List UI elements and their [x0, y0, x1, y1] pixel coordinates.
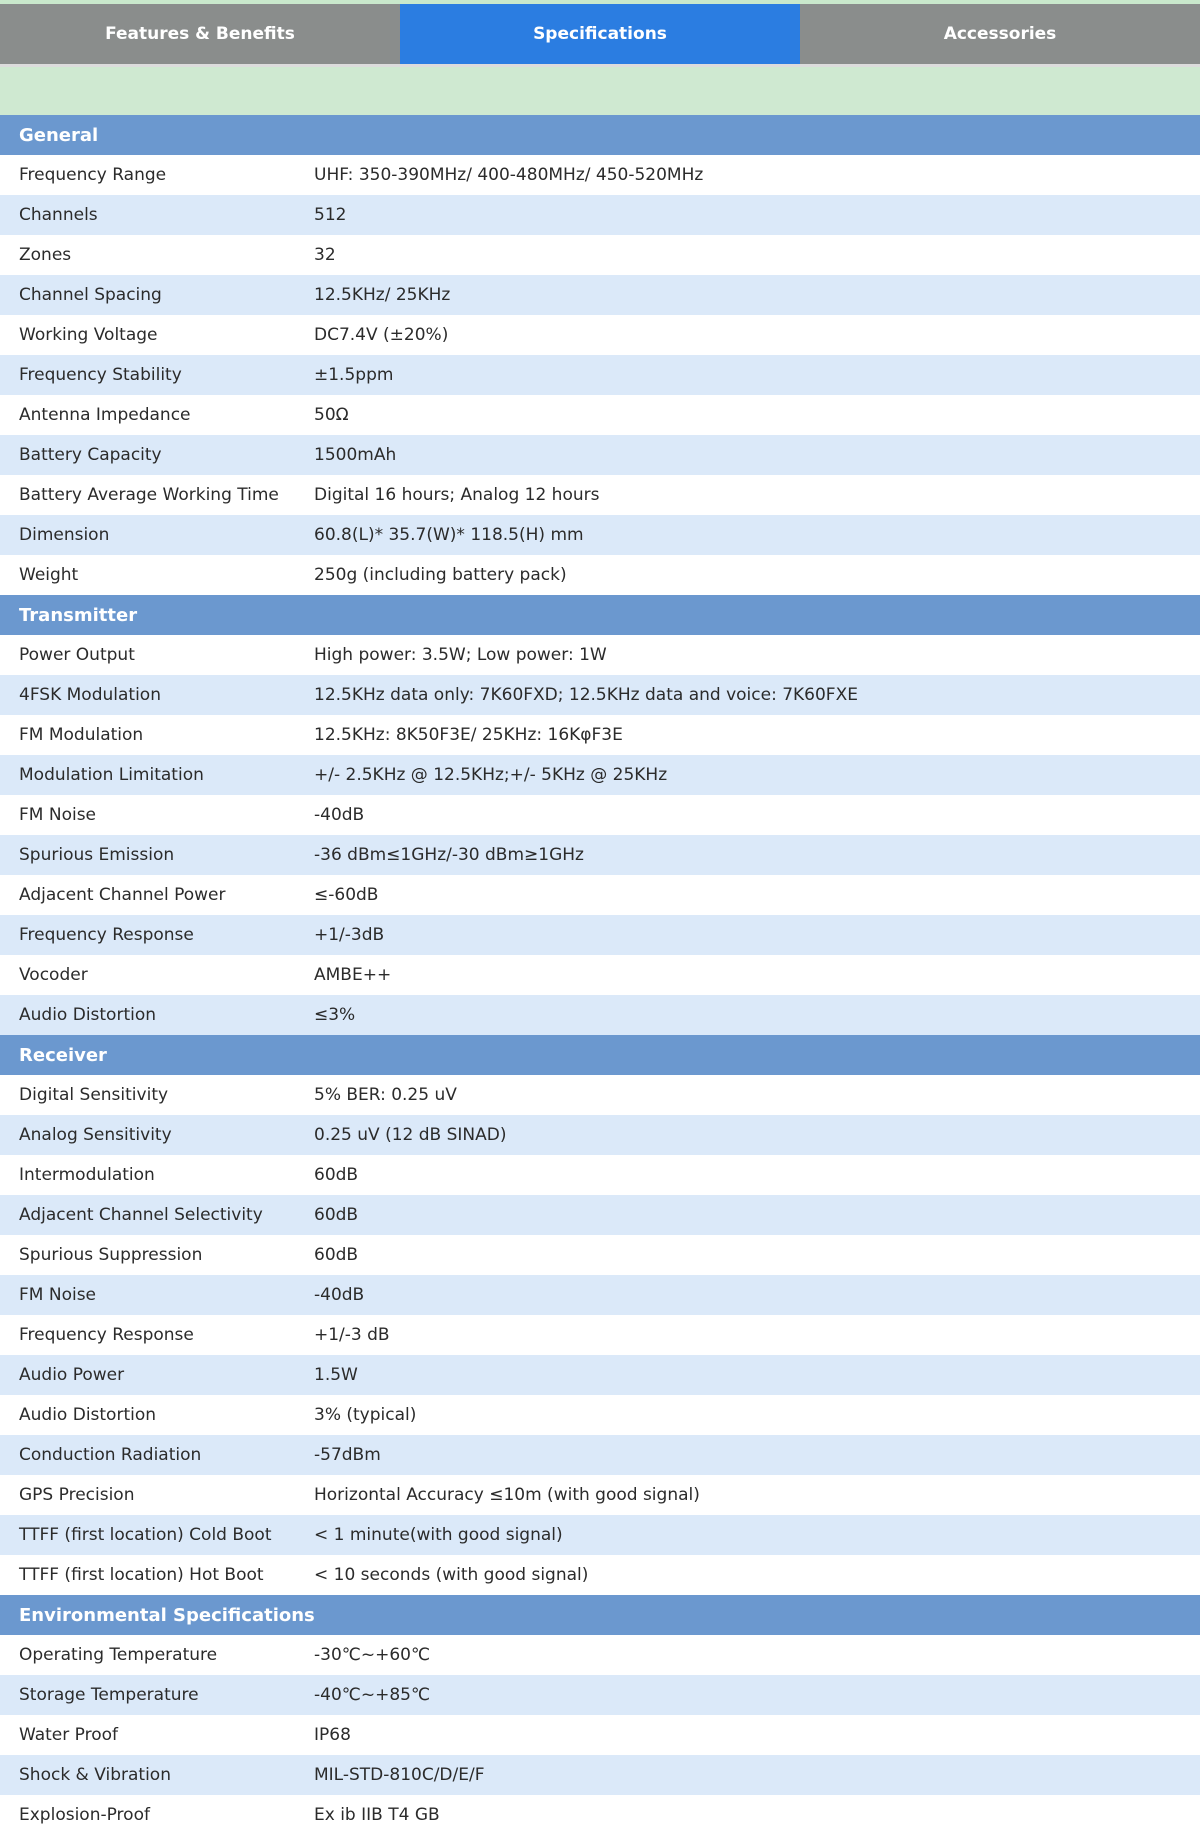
spec-label: GPS Precision — [19, 1485, 135, 1505]
table-row — [0, 835, 1200, 875]
spec-value: UHF: 350-390MHz/ 400-480MHz/ 450-520MHz — [314, 165, 704, 185]
spec-label: Power Output — [19, 645, 135, 665]
spec-table — [0, 115, 1200, 1835]
spec-label: Dimension — [19, 525, 110, 545]
spec-label: Audio Distortion — [19, 1405, 157, 1425]
spec-value: High power: 3.5W; Low power: 1W — [314, 645, 607, 665]
table-row — [0, 1435, 1200, 1475]
spec-value: 60dB — [314, 1205, 359, 1225]
spec-value: DC7.4V (±20%) — [314, 325, 449, 345]
spec-value: 3% (typical) — [314, 1405, 417, 1425]
spec-value: MIL-STD-810C/D/E/F — [314, 1765, 485, 1785]
table-row — [0, 1755, 1200, 1795]
section-rows — [0, 1635, 1200, 1835]
section-rows — [0, 1075, 1200, 1595]
table-row — [0, 1555, 1200, 1595]
table-row — [0, 1195, 1200, 1235]
spec-value: 32 — [314, 245, 336, 265]
table-row — [0, 675, 1200, 715]
table-row — [0, 235, 1200, 275]
spec-value: ≤3% — [314, 1005, 356, 1025]
table-row — [0, 915, 1200, 955]
table-row — [0, 555, 1200, 595]
spec-label: Weight — [19, 565, 79, 585]
spec-value: < 1 minute(with good signal) — [314, 1525, 563, 1545]
spec-label: Audio Power — [19, 1365, 125, 1385]
table-row — [0, 1315, 1200, 1355]
tab-accessories[interactable]: Accessories — [800, 4, 1200, 64]
section-rows — [0, 155, 1200, 595]
spec-label: TTFF (first location) Hot Boot — [19, 1565, 264, 1585]
spec-value: 12.5KHz: 8K50F3E/ 25KHz: 16KφF3E — [314, 725, 623, 745]
spec-value: IP68 — [314, 1725, 351, 1745]
table-row — [0, 355, 1200, 395]
spec-value: -40dB — [314, 805, 365, 825]
spec-value: +/- 2.5KHz @ 12.5KHz;+/- 5KHz @ 25KHz — [314, 765, 668, 785]
table-row — [0, 635, 1200, 675]
spec-label: Battery Average Working Time — [19, 485, 279, 505]
tab-bar — [0, 4, 1200, 67]
spec-value: ±1.5ppm — [314, 365, 394, 385]
table-row — [0, 275, 1200, 315]
banner — [0, 67, 1200, 115]
section-header: Receiver — [0, 1035, 1200, 1075]
spec-value: 50Ω — [314, 405, 349, 425]
spec-label: Antenna Impedance — [19, 405, 191, 425]
spec-label: Modulation Limitation — [19, 765, 204, 785]
table-row — [0, 995, 1200, 1035]
tab-features-benefits[interactable]: Features & Benefits — [0, 4, 400, 64]
spec-value: -36 dBm≤1GHz/-30 dBm≥1GHz — [314, 845, 584, 865]
spec-label: Digital Sensitivity — [19, 1085, 169, 1105]
spec-value: 512 — [314, 205, 347, 225]
table-row — [0, 715, 1200, 755]
section-header: Environmental Specifications — [0, 1595, 1200, 1635]
table-row — [0, 795, 1200, 835]
tab-specifications[interactable]: Specifications — [400, 4, 800, 64]
table-row — [0, 1355, 1200, 1395]
spec-value: -40℃~+85℃ — [314, 1685, 431, 1705]
spec-value: Digital 16 hours; Analog 12 hours — [314, 485, 600, 505]
spec-label: FM Modulation — [19, 725, 144, 745]
spec-label: TTFF (first location) Cold Boot — [19, 1525, 272, 1545]
spec-label: Working Voltage — [19, 325, 158, 345]
table-row — [0, 1235, 1200, 1275]
spec-label: Frequency Response — [19, 925, 194, 945]
table-row — [0, 1075, 1200, 1115]
spec-label: Water Proof — [19, 1725, 119, 1745]
table-row — [0, 1795, 1200, 1835]
table-row — [0, 955, 1200, 995]
spec-label: Intermodulation — [19, 1165, 155, 1185]
spec-value: 60dB — [314, 1165, 359, 1185]
spec-value: Ex ib IIB T4 GB — [314, 1805, 440, 1825]
spec-value: 250g (including battery pack) — [314, 565, 567, 585]
table-row — [0, 755, 1200, 795]
table-row — [0, 1155, 1200, 1195]
spec-label: Shock & Vibration — [19, 1765, 171, 1785]
spec-value: 5% BER: 0.25 uV — [314, 1085, 457, 1105]
spec-value: -40dB — [314, 1285, 365, 1305]
spec-value: < 10 seconds (with good signal) — [314, 1565, 589, 1585]
spec-value: +1/-3 dB — [314, 1325, 390, 1345]
spec-label: Explosion-Proof — [19, 1805, 150, 1825]
spec-label: Vocoder — [19, 965, 88, 985]
section-header: General — [0, 115, 1200, 155]
spec-label: Frequency Response — [19, 1325, 194, 1345]
table-row — [0, 475, 1200, 515]
table-row — [0, 1475, 1200, 1515]
spec-value: 12.5KHz/ 25KHz — [314, 285, 451, 305]
spec-label: Channel Spacing — [19, 285, 162, 305]
spec-value: -30℃~+60℃ — [314, 1645, 431, 1665]
spec-label: Spurious Emission — [19, 845, 175, 865]
spec-value: 1500mAh — [314, 445, 397, 465]
table-row — [0, 155, 1200, 195]
spec-value: 12.5KHz data only: 7K60FXD; 12.5KHz data and voice: 7K60FXE — [314, 685, 858, 705]
spec-label: Storage Temperature — [19, 1685, 199, 1705]
spec-value: +1/-3dB — [314, 925, 385, 945]
section-rows — [0, 635, 1200, 1035]
table-row — [0, 1515, 1200, 1555]
table-row — [0, 315, 1200, 355]
table-row — [0, 515, 1200, 555]
table-row — [0, 435, 1200, 475]
table-row — [0, 1275, 1200, 1315]
spec-label: FM Noise — [19, 1285, 97, 1305]
spec-label: Spurious Suppression — [19, 1245, 203, 1265]
spec-value: 60dB — [314, 1245, 359, 1265]
spec-label: Adjacent Channel Selectivity — [19, 1205, 263, 1225]
spec-label: Battery Capacity — [19, 445, 162, 465]
spec-label: Zones — [19, 245, 72, 265]
spec-label: Channels — [19, 205, 98, 225]
spec-label: Analog Sensitivity — [19, 1125, 172, 1145]
table-row — [0, 1115, 1200, 1155]
spec-label: Frequency Stability — [19, 365, 182, 385]
spec-label: Conduction Radiation — [19, 1445, 202, 1465]
spec-value: 1.5W — [314, 1365, 358, 1385]
spec-value: 60.8(L)* 35.7(W)* 118.5(H) mm — [314, 525, 584, 545]
table-row — [0, 195, 1200, 235]
spec-value: -57dBm — [314, 1445, 381, 1465]
table-row — [0, 1395, 1200, 1435]
table-row — [0, 1635, 1200, 1675]
table-row — [0, 395, 1200, 435]
spec-value: 0.25 uV (12 dB SINAD) — [314, 1125, 507, 1145]
table-row — [0, 1675, 1200, 1715]
spec-value: ≤-60dB — [314, 885, 379, 905]
spec-label: Adjacent Channel Power — [19, 885, 226, 905]
spec-label: Frequency Range — [19, 165, 167, 185]
spec-value: AMBE++ — [314, 965, 392, 985]
table-row — [0, 1715, 1200, 1755]
spec-value: Horizontal Accuracy ≤10m (with good signal) — [314, 1485, 700, 1505]
spec-label: 4FSK Modulation — [19, 685, 161, 705]
spec-label: Operating Temperature — [19, 1645, 218, 1665]
spec-label: FM Noise — [19, 805, 97, 825]
spec-label: Audio Distortion — [19, 1005, 157, 1025]
table-row — [0, 875, 1200, 915]
section-header: Transmitter — [0, 595, 1200, 635]
